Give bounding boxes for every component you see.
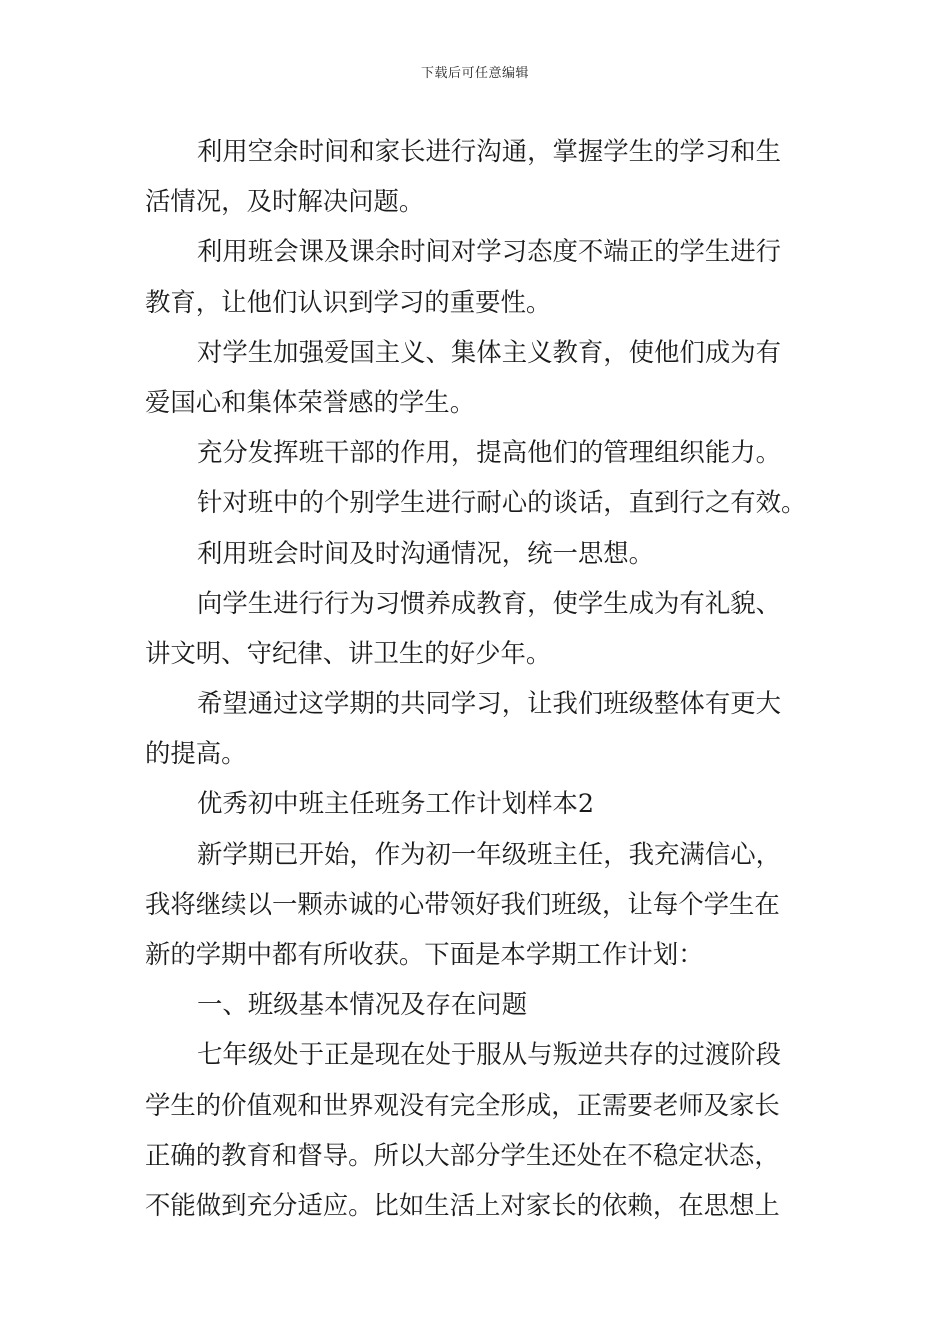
paragraph-line: 七年级处于正是现在处于服从与叛逆共存的过渡阶段 bbox=[197, 1039, 781, 1070]
paragraph-line: 正确的教育和督导。所以大部分学生还处在不稳定状态， bbox=[145, 1139, 780, 1170]
paragraph-line: 讲文明、守纪律、讲卫生的好少年。 bbox=[145, 637, 552, 668]
paragraph-line: 利用班会课及课余时间对学习态度不端正的学生进行 bbox=[197, 236, 781, 267]
paragraph-line: 充分发挥班干部的作用，提高他们的管理组织能力。 bbox=[197, 437, 781, 468]
paragraph-line: 对学生加强爱国主义、集体主义教育，使他们成为有 bbox=[197, 336, 781, 367]
paragraph-line: 向学生进行行为习惯养成教育，使学生成为有礼貌、 bbox=[197, 587, 781, 618]
paragraph-line: 希望通过这学期的共同学习，让我们班级整体有更大 bbox=[197, 688, 781, 719]
paragraph-line: 我将继续以一颗赤诚的心带领好我们班级，让每个学生在 bbox=[145, 888, 780, 919]
header-note: 下载后可任意编辑 bbox=[420, 66, 529, 81]
paragraph-line: 爱国心和集体荣誉感的学生。 bbox=[145, 386, 476, 417]
paragraph-line: 的提高。 bbox=[145, 738, 247, 769]
section-heading: 优秀初中班主任班务工作计划样本2 bbox=[197, 788, 595, 819]
paragraph-line: 不能做到充分适应。比如生活上对家长的依赖，在思想上 bbox=[145, 1189, 780, 1220]
paragraph-line: 新学期已开始，作为初一年级班主任，我充满信心， bbox=[197, 838, 781, 869]
paragraph-line: 学生的价值观和世界观没有完全形成，正需要老师及家长 bbox=[145, 1089, 780, 1120]
paragraph-line: 利用班会时间及时沟通情况，统一思想。 bbox=[197, 537, 655, 568]
document-body bbox=[145, 126, 810, 1230]
paragraph-line: 活情况，及时解决问题。 bbox=[145, 186, 425, 217]
paragraph-line: 利用空余时间和家长进行沟通，掌握学生的学习和生 bbox=[197, 136, 781, 166]
paragraph-line: 新的学期中都有所收获。下面是本学期工作计划： bbox=[145, 939, 704, 969]
paragraph-line: 针对班中的个别学生进行耐心的谈话，直到行之有效。 bbox=[197, 487, 807, 518]
section-heading: 一、班级基本情况及存在问题 bbox=[197, 989, 528, 1020]
paragraph-line: 教育，让他们认识到学习的重要性。 bbox=[145, 286, 552, 317]
